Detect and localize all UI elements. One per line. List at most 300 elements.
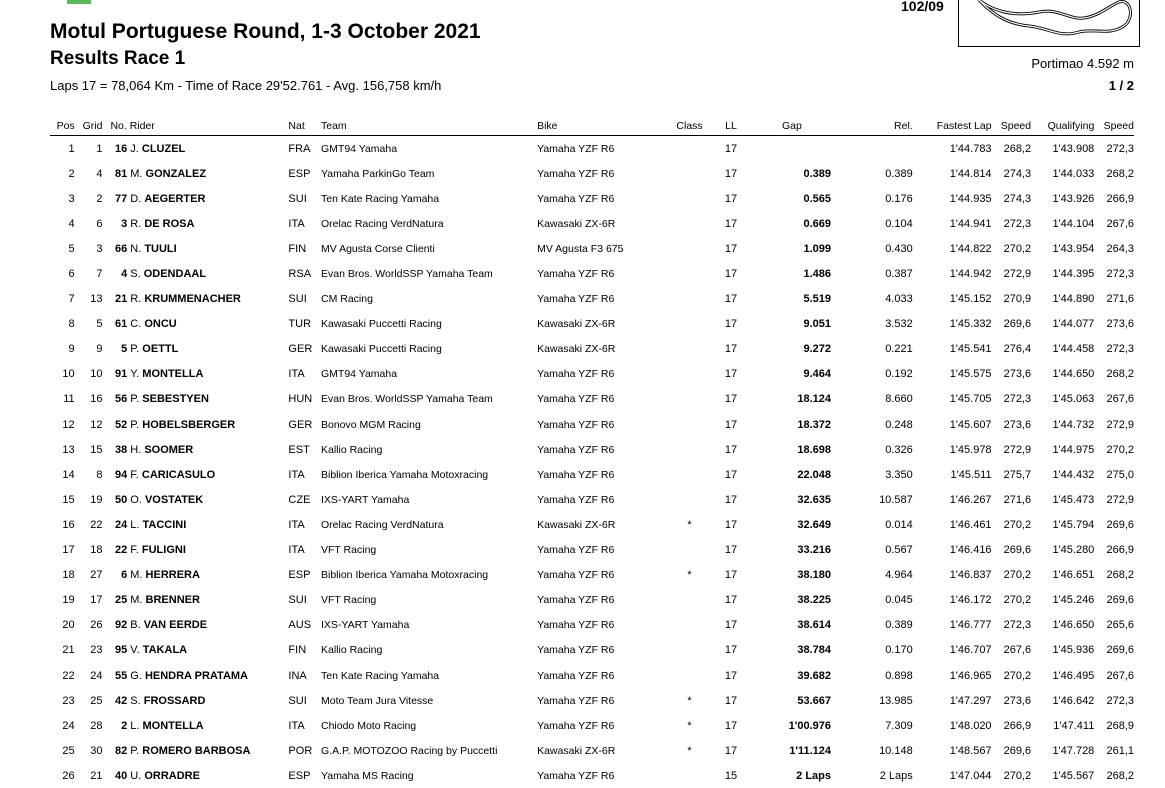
team-cell: Yamaha MS Racing: [321, 763, 537, 788]
fastest-lap-cell: 1'46.172: [913, 588, 992, 613]
laps-led-cell: 17: [709, 638, 753, 663]
qualifying-cell: 1'46.651: [1031, 563, 1094, 588]
rider-initial: O.: [130, 494, 142, 506]
rider-initial: M.: [130, 594, 142, 606]
nationality-cell: HUN: [288, 387, 321, 412]
speed-cell: 276,4: [992, 337, 1032, 362]
gap-cell: 1'11.124: [753, 738, 831, 763]
col-no-rider: No. Rider: [110, 119, 288, 136]
position-cell: 2: [50, 161, 79, 186]
qualifying-speed-cell: 267,6: [1094, 387, 1134, 412]
rider-surname: KRUMMENACHER: [144, 293, 241, 305]
rider-number-cell: 6: [110, 563, 130, 588]
class-cell: [670, 186, 709, 211]
rider-name-cell: [130, 437, 288, 462]
rider-initial: P.: [130, 393, 139, 405]
relative-gap-cell: 0.045: [831, 588, 913, 613]
rider-number-cell: 5: [110, 337, 130, 362]
team-cell: VFT Racing: [321, 538, 537, 563]
class-cell: [670, 337, 709, 362]
team-cell: IXS-YART Yamaha: [321, 613, 537, 638]
team-cell: CM Racing: [321, 287, 537, 312]
grid-cell: 17: [79, 588, 111, 613]
position-cell: 24: [50, 713, 79, 738]
team-cell: Biblion Iberica Yamaha Motoxracing: [321, 462, 537, 487]
fastest-lap-cell: 1'44.942: [913, 261, 992, 286]
laps-led-cell: 17: [709, 161, 753, 186]
track-outline-icon: [959, 0, 1139, 46]
position-cell: 15: [50, 487, 79, 512]
gap-cell: 53.667: [753, 688, 831, 713]
team-cell: Ten Kate Racing Yamaha: [321, 186, 537, 211]
team-cell: GMT94 Yamaha: [321, 362, 537, 387]
table-row: [50, 136, 1134, 162]
qualifying-speed-cell: 264,3: [1094, 236, 1134, 261]
grid-cell: 10: [79, 362, 111, 387]
rider-initial: P.: [130, 343, 139, 355]
nationality-cell: RSA: [288, 261, 321, 286]
nationality-cell: ITA: [288, 512, 321, 537]
rider-name-cell: [130, 136, 288, 162]
rider-surname: TAKALA: [143, 644, 187, 656]
rider-number-cell: 42: [110, 688, 130, 713]
fastest-lap-cell: 1'45.575: [913, 362, 992, 387]
qualifying-speed-cell: 269,6: [1094, 588, 1134, 613]
class-cell: [670, 236, 709, 261]
bike-cell: Yamaha YZF R6: [537, 588, 670, 613]
laps-led-cell: 17: [709, 512, 753, 537]
class-cell: [670, 663, 709, 688]
fastest-lap-cell: 1'45.332: [913, 312, 992, 337]
gap-cell: 0.389: [753, 161, 831, 186]
table-row: [50, 613, 1134, 638]
position-cell: 5: [50, 236, 79, 261]
rider-name-cell: [130, 688, 288, 713]
rider-number-cell: 61: [110, 312, 130, 337]
col-class: Class: [670, 119, 709, 136]
laps-led-cell: 17: [709, 738, 753, 763]
team-cell: Biblion Iberica Yamaha Motoxracing: [321, 563, 537, 588]
relative-gap-cell: 0.430: [831, 236, 913, 261]
rider-number-cell: 2: [110, 713, 130, 738]
bike-cell: Yamaha YZF R6: [537, 287, 670, 312]
rider-number-cell: 25: [110, 588, 130, 613]
class-cell: *: [670, 688, 709, 713]
speed-cell: 275,7: [992, 462, 1032, 487]
rider-initial: R.: [130, 293, 141, 305]
class-cell: [670, 161, 709, 186]
rider-initial: F.: [130, 469, 139, 481]
relative-gap-cell: 3.532: [831, 312, 913, 337]
rider-name-cell: [130, 763, 288, 788]
nationality-cell: FIN: [288, 638, 321, 663]
relative-gap-cell: 2 Laps: [831, 763, 913, 788]
nationality-cell: AUS: [288, 613, 321, 638]
team-cell: Chiodo Moto Racing: [321, 713, 537, 738]
nationality-cell: ITA: [288, 713, 321, 738]
position-cell: 9: [50, 337, 79, 362]
bike-cell: Kawasaki ZX-6R: [537, 337, 670, 362]
rider-surname: FROSSARD: [144, 695, 206, 707]
position-cell: 25: [50, 738, 79, 763]
qualifying-speed-cell: 272,3: [1094, 261, 1134, 286]
bike-cell: Kawasaki ZX-6R: [537, 738, 670, 763]
rider-initial: V.: [130, 644, 139, 656]
laps-led-cell: 17: [709, 337, 753, 362]
team-cell: Kallio Racing: [321, 638, 537, 663]
speed-cell: 270,2: [992, 512, 1032, 537]
rider-number-cell: 92: [110, 613, 130, 638]
qualifying-cell: 1'43.908: [1031, 136, 1094, 162]
fastest-lap-cell: 1'44.941: [913, 211, 992, 236]
qualifying-speed-cell: 266,9: [1094, 538, 1134, 563]
laps-led-cell: 17: [709, 312, 753, 337]
grid-cell: 13: [79, 287, 111, 312]
grid-cell: 3: [79, 236, 111, 261]
rider-number-cell: 4: [110, 261, 130, 286]
rider-surname: FULIGNI: [142, 544, 186, 556]
bike-cell: Yamaha YZF R6: [537, 613, 670, 638]
bike-cell: Yamaha YZF R6: [537, 387, 670, 412]
qualifying-cell: 1'44.650: [1031, 362, 1094, 387]
table-row: [50, 287, 1134, 312]
rider-number-cell: 94: [110, 462, 130, 487]
rider-initial: P.: [130, 419, 139, 431]
speed-cell: 273,6: [992, 412, 1032, 437]
fastest-lap-cell: 1'46.267: [913, 487, 992, 512]
speed-cell: 272,9: [992, 437, 1032, 462]
position-cell: 4: [50, 211, 79, 236]
fastest-lap-cell: 1'46.416: [913, 538, 992, 563]
rider-number-cell: 3: [110, 211, 130, 236]
speed-cell: 273,6: [992, 688, 1032, 713]
table-row: [50, 738, 1134, 763]
gap-cell: [753, 136, 831, 162]
rider-number-cell: 82: [110, 738, 130, 763]
banner-accent: [67, 0, 91, 4]
table-header-row: [50, 119, 1134, 136]
speed-cell: 270,2: [992, 763, 1032, 788]
col-qualifying: Qualifying: [1031, 119, 1094, 136]
nationality-cell: SUI: [288, 688, 321, 713]
gap-cell: 1.099: [753, 236, 831, 261]
gap-cell: 18.124: [753, 387, 831, 412]
fastest-lap-cell: 1'48.020: [913, 713, 992, 738]
qualifying-cell: 1'46.495: [1031, 663, 1094, 688]
qualifying-speed-cell: 272,3: [1094, 337, 1134, 362]
class-cell: [670, 437, 709, 462]
qualifying-speed-cell: 272,3: [1094, 688, 1134, 713]
team-cell: Kawasaki Puccetti Racing: [321, 337, 537, 362]
rider-surname: ORRADRE: [144, 770, 200, 782]
fastest-lap-cell: 1'45.607: [913, 412, 992, 437]
speed-cell: 272,9: [992, 261, 1032, 286]
rider-initial: S.: [130, 695, 140, 707]
rider-initial: L.: [130, 519, 139, 531]
relative-gap-cell: 7.309: [831, 713, 913, 738]
fastest-lap-cell: 1'45.541: [913, 337, 992, 362]
rider-name-cell: [130, 362, 288, 387]
speed-cell: 269,6: [992, 738, 1032, 763]
team-cell: Moto Team Jura Vitesse: [321, 688, 537, 713]
rider-name-cell: [130, 462, 288, 487]
class-cell: [670, 538, 709, 563]
qualifying-speed-cell: 272,9: [1094, 487, 1134, 512]
relative-gap-cell: 4.964: [831, 563, 913, 588]
laps-led-cell: 17: [709, 136, 753, 162]
col-rel: Rel.: [831, 119, 913, 136]
position-cell: 7: [50, 287, 79, 312]
speed-cell: 269,6: [992, 538, 1032, 563]
qualifying-speed-cell: 268,2: [1094, 563, 1134, 588]
qualifying-speed-cell: 269,6: [1094, 638, 1134, 663]
relative-gap-cell: 0.248: [831, 412, 913, 437]
team-cell: MV Agusta Corse Clienti: [321, 236, 537, 261]
team-cell: G.A.P. MOTOZOO Racing by Puccetti: [321, 738, 537, 763]
rider-initial: N.: [130, 243, 141, 255]
qualifying-speed-cell: 270,2: [1094, 437, 1134, 462]
class-cell: [670, 487, 709, 512]
qualifying-speed-cell: 272,3: [1094, 136, 1134, 162]
rider-surname: HOBELSBERGER: [142, 419, 235, 431]
rider-number-cell: 56: [110, 387, 130, 412]
gap-cell: 9.051: [753, 312, 831, 337]
rider-initial: M.: [130, 168, 142, 180]
rider-number-cell: 95: [110, 638, 130, 663]
bike-cell: Yamaha YZF R6: [537, 437, 670, 462]
bike-cell: Yamaha YZF R6: [537, 638, 670, 663]
qualifying-cell: 1'44.975: [1031, 437, 1094, 462]
grid-cell: 28: [79, 713, 111, 738]
rider-name-cell: [130, 663, 288, 688]
circuit-map: [958, 0, 1140, 47]
col-q-speed: Speed: [1094, 119, 1134, 136]
fastest-lap-cell: 1'46.707: [913, 638, 992, 663]
position-cell: 11: [50, 387, 79, 412]
results-body: [50, 136, 1134, 788]
nationality-cell: EST: [288, 437, 321, 462]
gap-cell: 1'00.976: [753, 713, 831, 738]
speed-cell: 274,3: [992, 161, 1032, 186]
rider-surname: HERRERA: [146, 569, 200, 581]
table-row: [50, 462, 1134, 487]
laps-led-cell: 17: [709, 487, 753, 512]
speed-cell: 273,6: [992, 362, 1032, 387]
class-cell: [670, 312, 709, 337]
speed-cell: 268,2: [992, 136, 1032, 162]
bike-cell: Yamaha YZF R6: [537, 186, 670, 211]
speed-cell: 271,6: [992, 487, 1032, 512]
gap-cell: 18.698: [753, 437, 831, 462]
fastest-lap-cell: 1'44.822: [913, 236, 992, 261]
table-row: [50, 186, 1134, 211]
rider-number-cell: 91: [110, 362, 130, 387]
rider-surname: ONCU: [144, 318, 176, 330]
col-team: Team: [321, 119, 537, 136]
relative-gap-cell: 0.192: [831, 362, 913, 387]
nationality-cell: ITA: [288, 462, 321, 487]
relative-gap-cell: 0.387: [831, 261, 913, 286]
laps-led-cell: 17: [709, 362, 753, 387]
rider-surname: CARICASULO: [142, 469, 215, 481]
gap-cell: 18.372: [753, 412, 831, 437]
rider-number-cell: 38: [110, 437, 130, 462]
laps-led-cell: 17: [709, 211, 753, 236]
grid-cell: 7: [79, 261, 111, 286]
qualifying-cell: 1'44.890: [1031, 287, 1094, 312]
table-row: [50, 638, 1134, 663]
fastest-lap-cell: 1'46.837: [913, 563, 992, 588]
laps-led-cell: 17: [709, 563, 753, 588]
rider-name-cell: [130, 512, 288, 537]
rider-initial: H.: [130, 444, 141, 456]
position-cell: 18: [50, 563, 79, 588]
bike-cell: Yamaha YZF R6: [537, 763, 670, 788]
qualifying-speed-cell: 267,6: [1094, 663, 1134, 688]
bike-cell: Yamaha YZF R6: [537, 563, 670, 588]
qualifying-speed-cell: 272,9: [1094, 412, 1134, 437]
qualifying-speed-cell: 265,6: [1094, 613, 1134, 638]
qualifying-cell: 1'47.411: [1031, 713, 1094, 738]
nationality-cell: FRA: [288, 136, 321, 162]
class-cell: [670, 287, 709, 312]
qualifying-cell: 1'45.936: [1031, 638, 1094, 663]
gap-cell: 38.180: [753, 563, 831, 588]
position-cell: 1: [50, 136, 79, 162]
rider-initial: P.: [130, 745, 139, 757]
relative-gap-cell: 0.176: [831, 186, 913, 211]
table-row: [50, 688, 1134, 713]
relative-gap-cell: 0.221: [831, 337, 913, 362]
rider-surname: VOSTATEK: [145, 494, 203, 506]
rider-name-cell: [130, 487, 288, 512]
grid-cell: 6: [79, 211, 111, 236]
nationality-cell: ESP: [288, 563, 321, 588]
position-cell: 3: [50, 186, 79, 211]
rider-number-cell: 40: [110, 763, 130, 788]
relative-gap-cell: 0.898: [831, 663, 913, 688]
position-cell: 26: [50, 763, 79, 788]
position-cell: 6: [50, 261, 79, 286]
grid-cell: 24: [79, 663, 111, 688]
qualifying-cell: 1'43.954: [1031, 236, 1094, 261]
relative-gap-cell: 0.567: [831, 538, 913, 563]
rider-surname: MONTELLA: [142, 368, 203, 380]
team-cell: Orelac Racing VerdNatura: [321, 211, 537, 236]
class-cell: *: [670, 512, 709, 537]
nationality-cell: ITA: [288, 538, 321, 563]
rider-surname: ROMERO BARBOSA: [142, 745, 250, 757]
nationality-cell: ESP: [288, 763, 321, 788]
qualifying-cell: 1'46.650: [1031, 613, 1094, 638]
relative-gap-cell: 4.033: [831, 287, 913, 312]
rider-surname: TACCINI: [143, 519, 187, 531]
rider-number-cell: 22: [110, 538, 130, 563]
qualifying-cell: 1'45.280: [1031, 538, 1094, 563]
grid-cell: 15: [79, 437, 111, 462]
qualifying-cell: 1'45.794: [1031, 512, 1094, 537]
rider-number-cell: 55: [110, 663, 130, 688]
grid-cell: 27: [79, 563, 111, 588]
col-fastest-lap: Fastest Lap: [913, 119, 992, 136]
class-cell: [670, 362, 709, 387]
rider-name-cell: [130, 337, 288, 362]
rider-surname: OETTL: [142, 343, 178, 355]
rider-number-cell: 16: [110, 136, 130, 162]
rider-initial: S.: [130, 268, 140, 280]
laps-led-cell: 17: [709, 688, 753, 713]
rider-surname: SOOMER: [144, 444, 193, 456]
rider-initial: L.: [130, 720, 139, 732]
relative-gap-cell: 10.587: [831, 487, 913, 512]
rider-name-cell: [130, 261, 288, 286]
speed-cell: 270,2: [992, 588, 1032, 613]
fastest-lap-cell: 1'48.567: [913, 738, 992, 763]
gap-cell: 1.486: [753, 261, 831, 286]
class-cell: [670, 588, 709, 613]
rider-name-cell: [130, 186, 288, 211]
bike-cell: Yamaha YZF R6: [537, 663, 670, 688]
col-gap: Gap: [753, 119, 831, 136]
nationality-cell: CZE: [288, 487, 321, 512]
relative-gap-cell: 10.148: [831, 738, 913, 763]
team-cell: Evan Bros. WorldSSP Yamaha Team: [321, 387, 537, 412]
rider-surname: SEBESTYEN: [142, 393, 209, 405]
rider-initial: R.: [130, 218, 141, 230]
position-cell: 14: [50, 462, 79, 487]
qualifying-cell: 1'44.432: [1031, 462, 1094, 487]
rider-name-cell: [130, 588, 288, 613]
table-row: [50, 337, 1134, 362]
qualifying-speed-cell: 269,6: [1094, 512, 1134, 537]
qualifying-speed-cell: 268,9: [1094, 713, 1134, 738]
nationality-cell: INA: [288, 663, 321, 688]
gap-cell: 33.216: [753, 538, 831, 563]
circuit-length: Portimao 4.592 m: [1031, 56, 1134, 71]
table-row: [50, 161, 1134, 186]
nationality-cell: GER: [288, 412, 321, 437]
results-title: Results Race 1: [50, 48, 185, 70]
speed-cell: 272,3: [992, 387, 1032, 412]
position-cell: 23: [50, 688, 79, 713]
rider-initial: C.: [130, 318, 141, 330]
fastest-lap-cell: 1'47.044: [913, 763, 992, 788]
rider-initial: U.: [130, 770, 141, 782]
fastest-lap-cell: 1'44.814: [913, 161, 992, 186]
fastest-lap-cell: 1'44.783: [913, 136, 992, 162]
position-cell: 20: [50, 613, 79, 638]
laps-led-cell: 17: [709, 287, 753, 312]
grid-cell: 21: [79, 763, 111, 788]
rider-name-cell: [130, 563, 288, 588]
rider-surname: CLUZEL: [142, 143, 185, 155]
fastest-lap-cell: 1'46.461: [913, 512, 992, 537]
nationality-cell: SUI: [288, 588, 321, 613]
rider-initial: F.: [130, 544, 139, 556]
rider-name-cell: [130, 613, 288, 638]
nationality-cell: SUI: [288, 186, 321, 211]
qualifying-cell: 1'44.104: [1031, 211, 1094, 236]
class-cell: [670, 412, 709, 437]
gap-cell: 38.225: [753, 588, 831, 613]
fastest-lap-cell: 1'45.978: [913, 437, 992, 462]
gap-cell: 38.614: [753, 613, 831, 638]
team-cell: Yamaha ParkinGo Team: [321, 161, 537, 186]
page-number: 1 / 2: [1109, 78, 1134, 93]
table-row: [50, 512, 1134, 537]
rider-number-cell: 50: [110, 487, 130, 512]
relative-gap-cell: [831, 136, 913, 162]
